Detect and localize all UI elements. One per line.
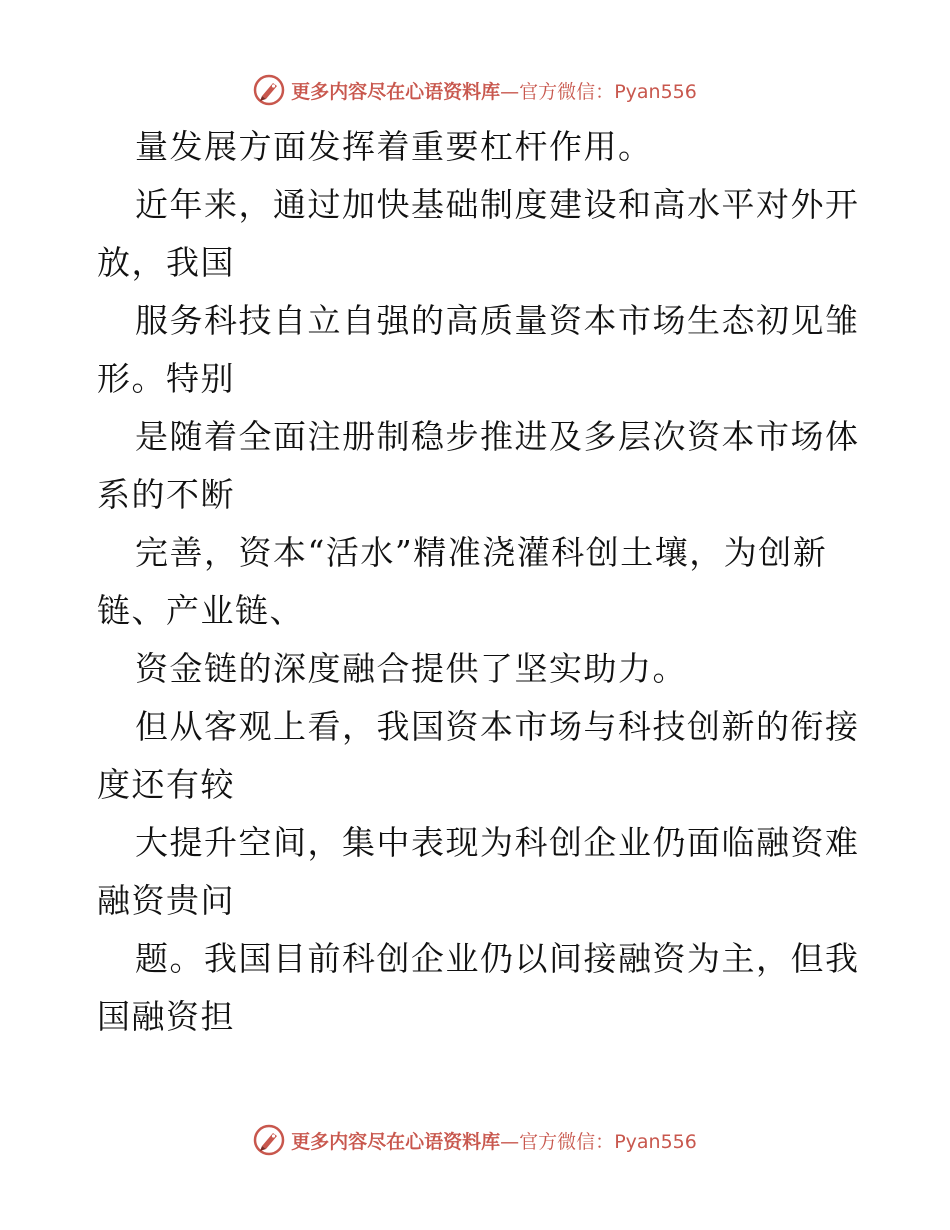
text-line: 链、产业链、 bbox=[97, 591, 304, 630]
text-line: 量发展方面发挥着重要杠杆作用。 bbox=[135, 127, 653, 166]
text-line: 大提升空间，集中表现为科创企业仍面临融资难 bbox=[135, 823, 860, 862]
document-body bbox=[97, 118, 860, 1046]
watermark-wechat-id: Pyan556 bbox=[614, 1130, 697, 1153]
text-line: 但从客观上看，我国资本市场与科技创新的衔接 bbox=[135, 707, 860, 746]
watermark-wechat-label: 官方微信： bbox=[519, 1130, 615, 1153]
text-line: 形。特别 bbox=[97, 359, 235, 398]
watermark-wechat-label: 官方微信： bbox=[519, 80, 615, 103]
text-line: 完善，资本“活水”精准浇灌科创土壤，为创新 bbox=[135, 533, 828, 572]
text-line: 服务科技自立自强的高质量资本市场生态初见雏 bbox=[135, 301, 860, 340]
text-line: 是随着全面注册制稳步推进及多层次资本市场体 bbox=[135, 417, 860, 456]
text-line: 题。我国目前科创企业仍以间接融资为主，但我 bbox=[135, 939, 860, 978]
text-line: 融资贵问 bbox=[97, 881, 235, 920]
watermark-dash: — bbox=[500, 1130, 520, 1153]
text-line: 度还有较 bbox=[97, 765, 235, 804]
watermark-text bbox=[291, 1127, 697, 1154]
header-watermark bbox=[0, 70, 950, 110]
watermark-dash: — bbox=[500, 80, 520, 103]
pen-nib-logo-icon bbox=[253, 74, 285, 106]
watermark-site-text: 更多内容尽在心语资料库 bbox=[291, 80, 501, 103]
pen-nib-logo-icon bbox=[253, 1124, 285, 1156]
text-line: 近年来，通过加快基础制度建设和高水平对外开 bbox=[135, 185, 860, 224]
text-line: 资金链的深度融合提供了坚实助力。 bbox=[135, 649, 687, 688]
watermark-wechat-id: Pyan556 bbox=[614, 80, 697, 103]
text-line: 国融资担 bbox=[97, 997, 235, 1036]
watermark-site-text: 更多内容尽在心语资料库 bbox=[291, 1130, 501, 1153]
footer-watermark bbox=[0, 1120, 950, 1160]
text-line: 系的不断 bbox=[97, 475, 235, 514]
text-line: 放，我国 bbox=[97, 243, 235, 282]
watermark-text bbox=[291, 77, 697, 104]
